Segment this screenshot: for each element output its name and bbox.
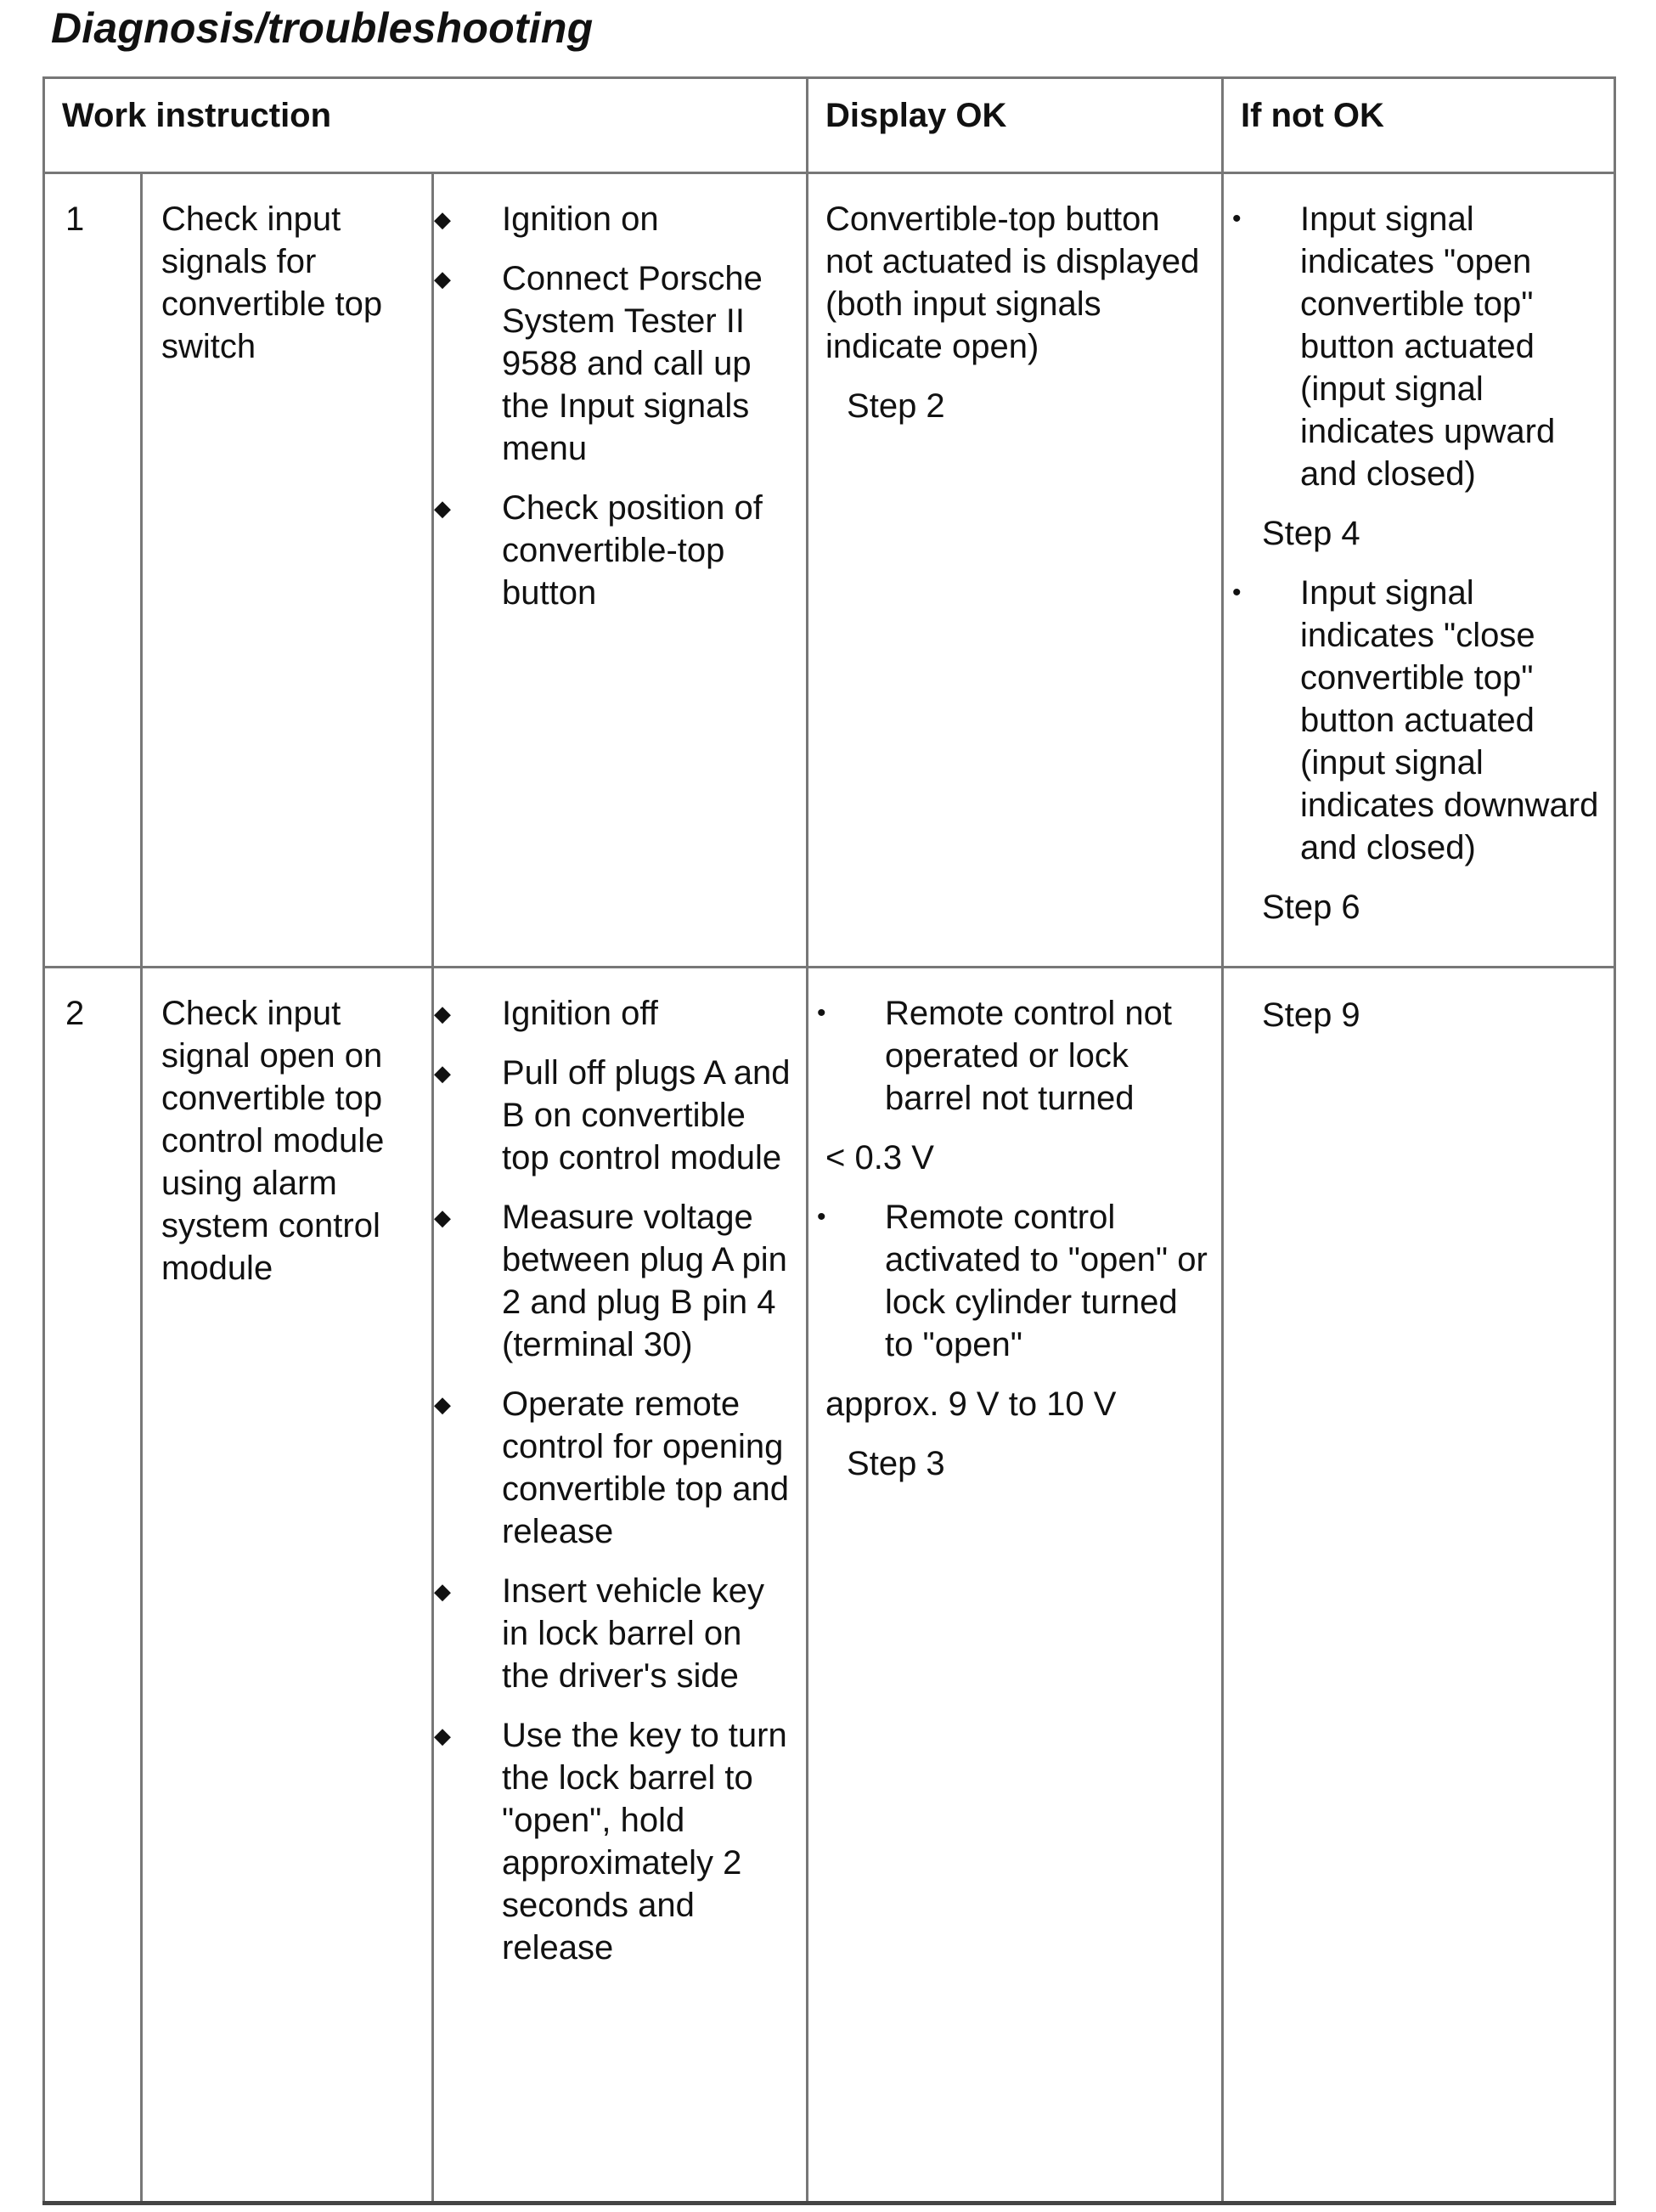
list-item: • Remote control activated to "open" or lock cylinder turned to "open" <box>800 1196 1213 1366</box>
instructions-cell <box>433 173 808 968</box>
header-if-not-ok: If not OK <box>1223 78 1615 173</box>
measured-value: < 0.3 V <box>825 1139 934 1177</box>
list-item: ◆ Insert vehicle key in lock barrel on the driver's side <box>417 1570 797 1697</box>
table-header-row <box>44 78 1615 173</box>
display-ok-cell <box>808 173 1223 968</box>
table-row <box>44 173 1615 968</box>
instructions-cell <box>433 968 808 2204</box>
list-item: • Input signal indicates "close convertible top" button actuated (input signal indicates downward and closed) <box>1215 572 1605 869</box>
diagnosis-table <box>42 76 1616 2205</box>
list-item: ◆ Measure voltage between plug A pin 2 and plug B pin 4 (terminal 30) <box>417 1196 797 1366</box>
list-item: • Remote control not operated or lock barrel not turned <box>800 992 1213 1120</box>
display-ok-cell <box>808 968 1223 2204</box>
task-description: Check input signals for convertible top switch <box>142 173 433 968</box>
step-reference: Step 4 <box>1262 515 1360 552</box>
row-number: 2 <box>44 968 142 2204</box>
step-reference: Step 2 <box>847 387 945 425</box>
list-item: • Input signal indicates "open convertible top" button actuated (input signal indicates upward and closed) <box>1215 198 1605 495</box>
list-item: ◆ Operate remote control for opening convertible top and release <box>417 1383 797 1553</box>
step-reference: Step 9 <box>1262 996 1360 1034</box>
if-not-ok-list <box>1215 572 1605 869</box>
table-row <box>44 968 1615 2204</box>
if-not-ok-cell <box>1223 968 1615 2204</box>
header-display-ok: Display OK <box>808 78 1223 173</box>
page-title: Diagnosis/troubleshooting <box>51 4 594 52</box>
list-item: ◆ Use the key to turn the lock barrel to "open", hold approximately 2 seconds and release <box>417 1714 797 1969</box>
list-item: ◆ Ignition on <box>417 198 797 240</box>
list-item: ◆ Check position of convertible-top button <box>417 487 797 614</box>
list-item: ◆ Connect Porsche System Tester II 9588 and call up the Input signals menu <box>417 257 797 470</box>
list-item: ◆ Ignition off <box>417 992 797 1035</box>
step-reference: Step 6 <box>1262 889 1360 926</box>
list-item: ◆ Pull off plugs A and B on convertible top control module <box>417 1052 797 1179</box>
condition-list <box>800 1196 1213 1366</box>
header-work-instruction: Work instruction <box>44 78 808 173</box>
instructions-list <box>417 992 797 1969</box>
step-reference: Step 3 <box>847 1445 945 1482</box>
condition-list <box>800 992 1213 1120</box>
if-not-ok-list <box>1215 198 1605 495</box>
instructions-list <box>417 198 797 614</box>
display-ok-text: Convertible-top button not actuated is displayed (both input signals indicate open) <box>825 200 1200 365</box>
task-description: Check input signal open on convertible top control module using alarm system control module <box>142 968 433 2204</box>
row-number: 1 <box>44 173 142 968</box>
measured-value: approx. 9 V to 10 V <box>825 1385 1117 1423</box>
if-not-ok-cell <box>1223 173 1615 968</box>
